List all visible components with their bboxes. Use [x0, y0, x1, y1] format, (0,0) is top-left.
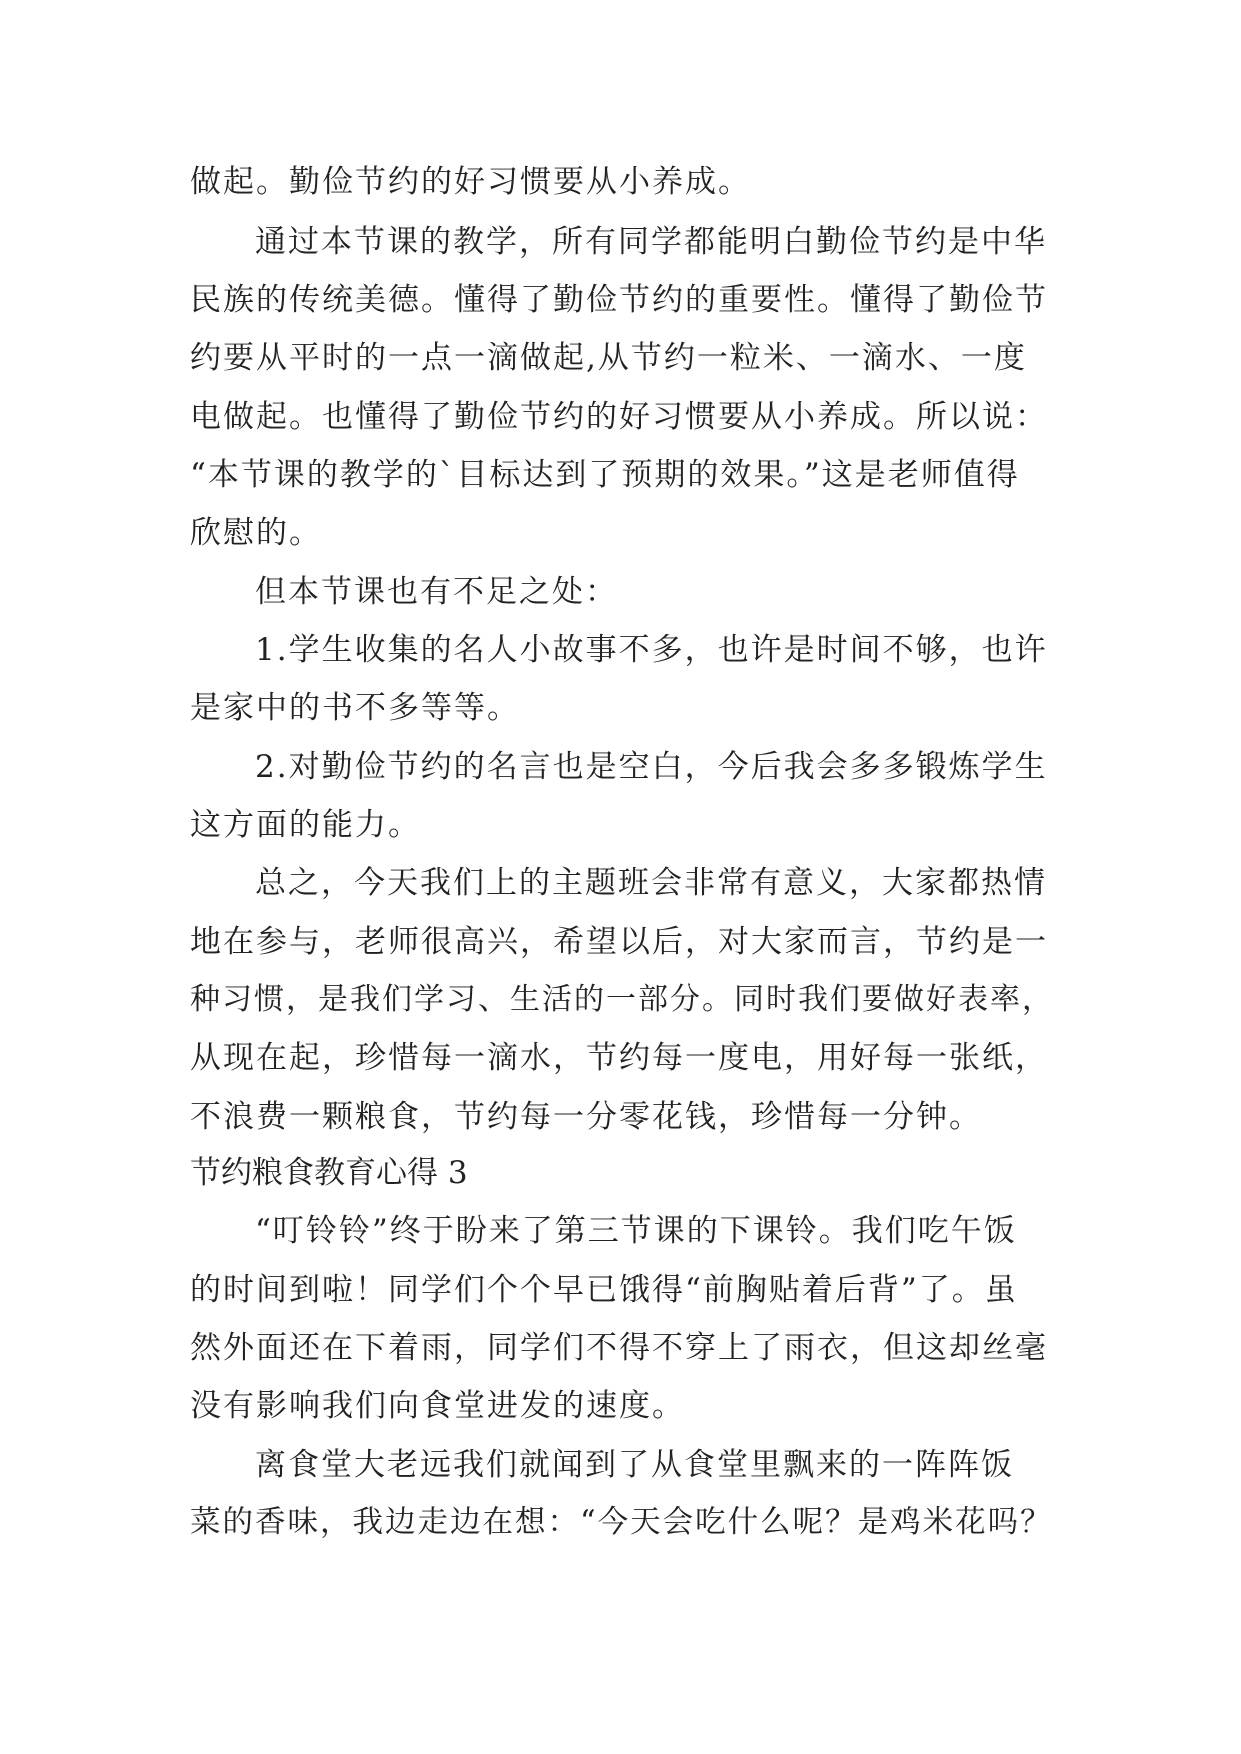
text-line: 菜的香味，我边走边在想：“今天会吃什么呢？是鸡米花吗？ [190, 1505, 1053, 1540]
text-line: 的时间到啦！同学们个个早已饿得“前胸贴着后背”了。虽 [190, 1272, 1018, 1308]
text-line: “本节课的教学的`目标达到了预期的效果。”这是老师值得 [190, 457, 1020, 493]
text-line: 电做起。也懂得了勤俭节约的好习惯要从小养成。所以说： [190, 399, 1048, 435]
text-line: 通过本节课的教学，所有同学都能明白勤俭节约是中华 [255, 224, 1047, 260]
text-line: 欣慰的。 [190, 515, 322, 551]
text-line: 离食堂大老远我们就闻到了从食堂里飘来的一阵阵饭 [255, 1447, 1014, 1483]
text-line: 1.学生收集的名人小故事不多，也许是时间不够，也许 [255, 632, 1048, 668]
text-line: 民族的传统美德。懂得了勤俭节约的重要性。懂得了勤俭节 [190, 282, 1048, 318]
text-line: 没有影响我们向食堂进发的速度。 [190, 1388, 685, 1424]
text-line: 不浪费一颗粮食，节约每一分零花钱，珍惜每一分钟。 [190, 1099, 982, 1135]
text-line: 从现在起，珍惜每一滴水，节约每一度电，用好每一张纸， [190, 1040, 1048, 1076]
text-line: 做起。勤俭节约的好习惯要从小养成。 [190, 164, 751, 200]
section-heading: 节约粮食教育心得 3 [190, 1155, 468, 1191]
text-line: 2.对勤俭节约的名言也是空白，今后我会多多锻炼学生 [255, 749, 1048, 785]
text-line: 种习惯，是我们学习、生活的一部分。同时我们要做好表率， [190, 982, 1054, 1017]
text-line: 约要从平时的一点一滴做起,从节约一粒米、一滴水、一度 [190, 340, 1027, 376]
text-line: 但本节课也有不足之处： [255, 574, 618, 610]
text-line: 总之，今天我们上的主题班会非常有意义，大家都热情 [255, 865, 1047, 901]
text-line: 然外面还在下着雨，同学们不得不穿上了雨衣，但这却丝毫 [190, 1330, 1048, 1366]
text-line: “叮铃铃”终于盼来了第三节课的下课铃。我们吃午饭 [255, 1213, 1017, 1249]
text-line: 地在参与，老师很高兴，希望以后，对大家而言，节约是一 [190, 924, 1048, 960]
text-line: 是家中的书不多等等。 [190, 690, 520, 726]
text-line: 这方面的能力。 [190, 807, 421, 843]
